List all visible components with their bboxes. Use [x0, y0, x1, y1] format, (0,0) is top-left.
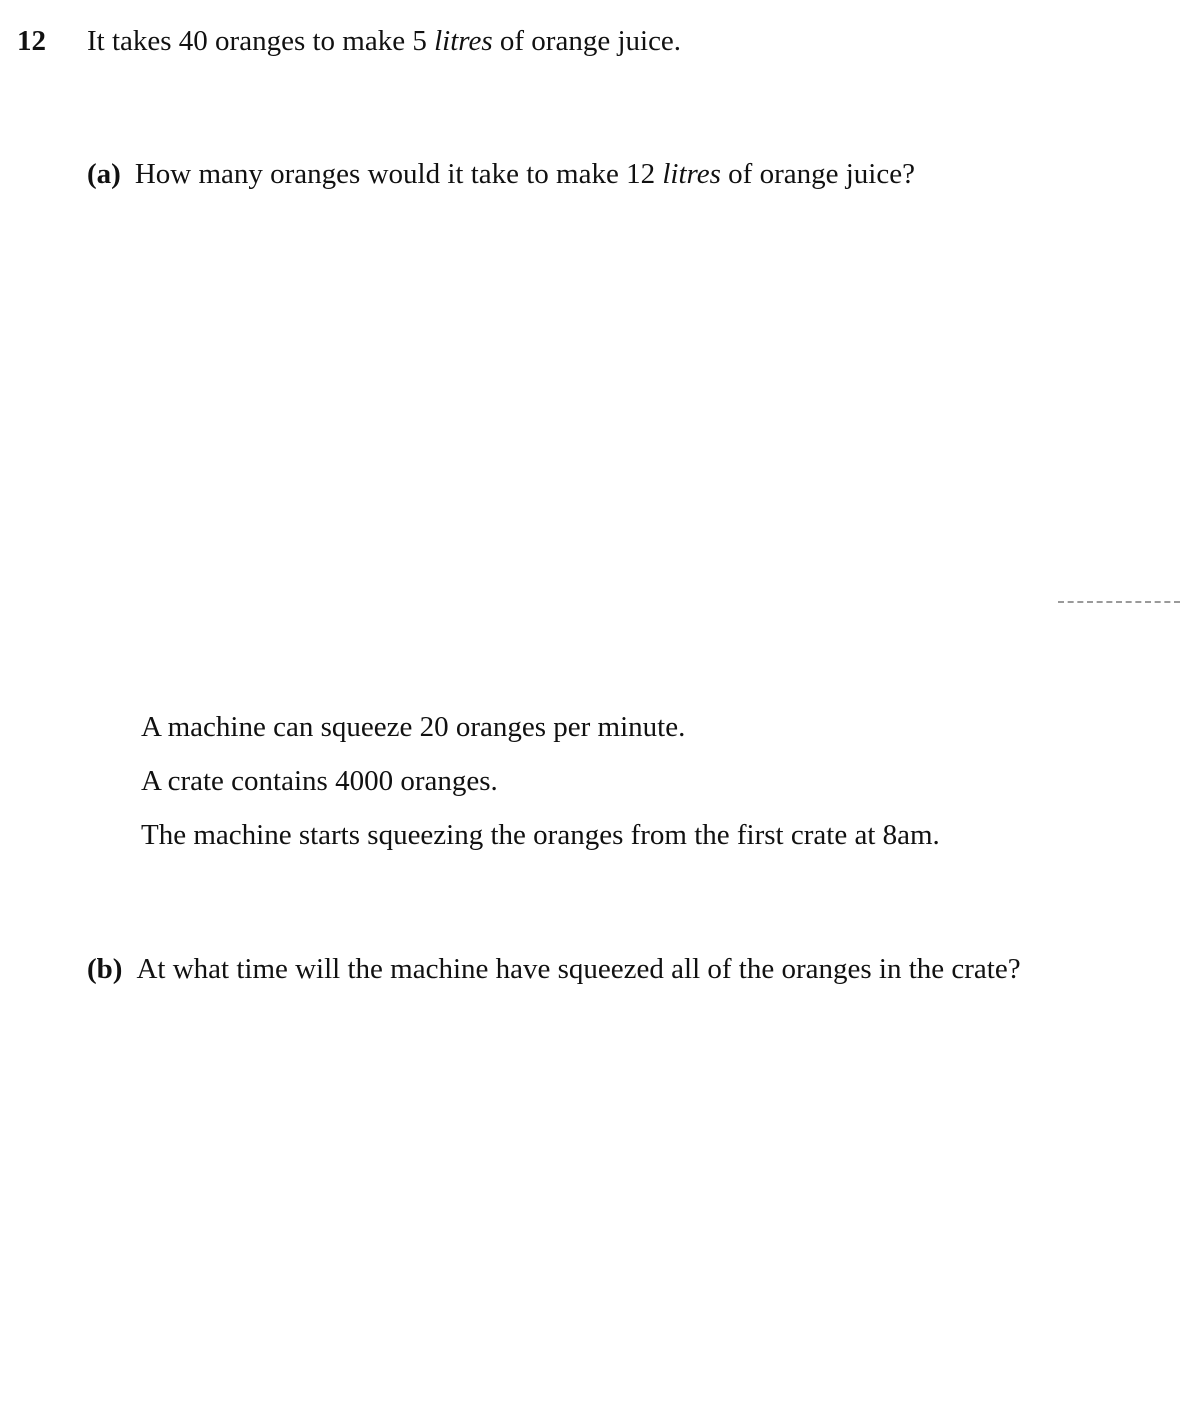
part-b-text: At what time will the machine have squeezed all of the oranges in the crate?: [136, 953, 1021, 985]
question-number: 12: [17, 25, 46, 57]
part-a-question: [87, 156, 915, 192]
answer-line[interactable]: [1058, 601, 1180, 603]
info-line-machine-rate: A machine can squeeze 20 oranges per minute.: [141, 711, 686, 743]
info-line-start-time: The machine starts squeezing the oranges from the first crate at 8am.: [141, 819, 940, 851]
part-a-label: (a): [87, 158, 121, 190]
stem-text-after: of orange juice.: [492, 25, 682, 57]
part-a-text-before: How many oranges would it take to make 12: [134, 158, 663, 190]
part-a-text-after: of orange juice?: [720, 158, 915, 190]
part-a-unit: litres: [662, 158, 721, 190]
part-b-question: [87, 951, 1021, 987]
stem-text-before: It takes 40 oranges to make 5: [87, 25, 435, 57]
info-line-crate-size: A crate contains 4000 oranges.: [141, 765, 498, 797]
stem-unit: litres: [434, 25, 493, 57]
question-stem: [87, 23, 681, 59]
part-b-label: (b): [87, 953, 123, 985]
